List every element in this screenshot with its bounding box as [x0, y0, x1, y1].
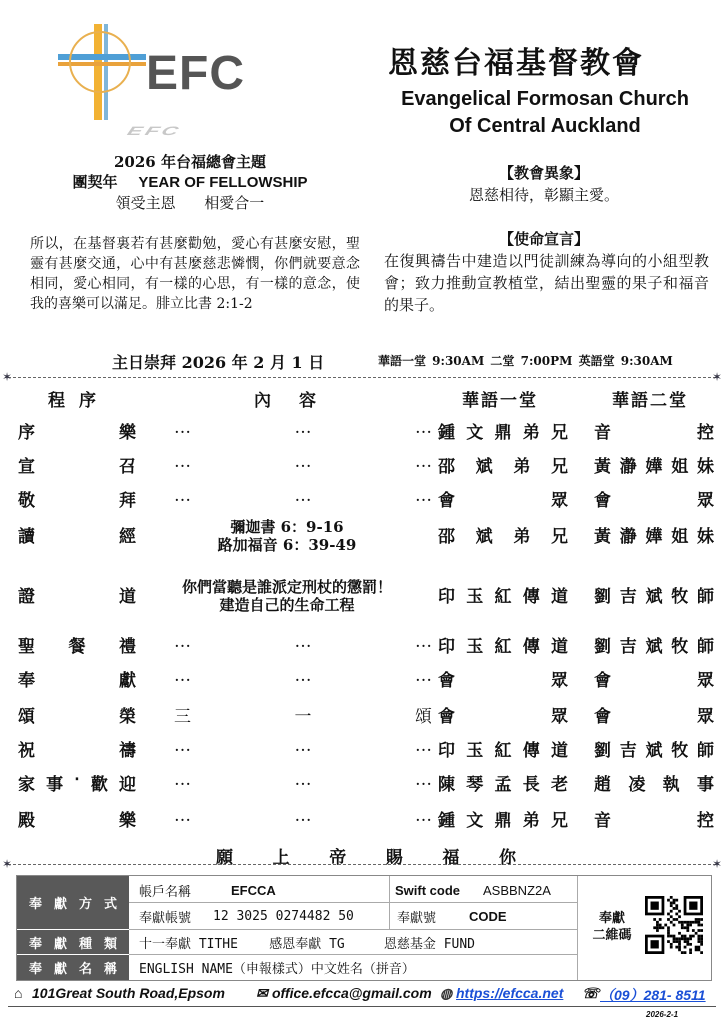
account-name-label: 帳戶名稱: [139, 884, 192, 900]
service1-person: 邵 斌 弟 兄: [438, 457, 568, 477]
service2-person: 會 眾: [594, 671, 714, 691]
order-row: [18, 452, 718, 482]
account-number-label: 奉獻帳號: [139, 910, 192, 926]
theme-line3: [60, 193, 320, 213]
globe-icon: ◍: [440, 985, 453, 1001]
divider: [8, 377, 716, 378]
order-content: 你們當聽是誰派定刑杖的懲罰！ 建造自己的生命工程: [181, 578, 392, 614]
logo-reflection: EFC: [123, 123, 187, 138]
order-filler: 三 一 頌: [174, 707, 432, 727]
document-code: 2026-2-1: [646, 1010, 679, 1019]
theme-verse: 所以，在基督裏若有甚麼勸勉，愛心有甚麼安慰，聖靈有甚麼交通，心中有甚麼慈悲憐憫，你們就要意念相同，愛心相同，有一樣的心思，有一樣的意念，使我的喜樂可以滿足。腓立比書 2:1-2: [30, 236, 360, 312]
service-times: 華語一堂 9:30AM 二堂 7:00PM 英語堂 9:30AM: [378, 354, 673, 368]
order-item: 家 事 ‧ 歡 迎: [18, 770, 136, 795]
order-item: 敬 拜: [18, 491, 136, 511]
service1-person: 會 眾: [438, 671, 568, 691]
qr-caption: [583, 910, 641, 944]
offering-code-label: 奉獻號: [397, 910, 437, 926]
order-item: 奉 獻: [18, 671, 136, 691]
service2-person: 黃 瀞 嬅 姐 妹: [594, 527, 714, 547]
address: 101Great South Road,Epsom: [32, 985, 225, 1001]
phone-link[interactable]: （09）281- 8511: [600, 987, 706, 1003]
theme-line2-en: YEAR OF FELLOWSHIP: [138, 174, 308, 191]
offering-code: CODE: [469, 908, 507, 924]
star-ornament-icon: ✶: [2, 370, 13, 384]
annual-theme: [60, 152, 320, 213]
blessing-char: 你: [498, 848, 516, 868]
order-row: [18, 702, 718, 732]
service1-person: 鍾 文 鼎 弟 兄: [438, 811, 568, 831]
service2-person: 劉 吉 斌 牧 師: [594, 637, 714, 657]
offering-name-label: 奉 獻 名 稱: [17, 955, 129, 980]
service2-person: 黃 瀞 嬅 姐 妹: [594, 457, 714, 477]
theme-line3a: 領受主恩: [115, 194, 176, 212]
order-filler: … … …: [174, 770, 432, 790]
swift-label: Swift code: [395, 882, 461, 898]
service2-person: 劉 吉 斌 牧 師: [594, 587, 714, 607]
order-item: 祝 禱: [18, 741, 136, 761]
vision-heading: 【教會異象】: [498, 164, 589, 182]
star-ornament-icon: ✶: [2, 857, 13, 871]
blessing-char: 上: [272, 848, 290, 868]
order-row: [18, 632, 718, 662]
order-filler: … … …: [174, 486, 432, 506]
service2-person: 會 眾: [594, 707, 714, 727]
theme-line1: 2026 年台福總會主題: [114, 153, 266, 171]
order-filler: … … …: [174, 666, 432, 686]
church-name-zh: 恩慈台福基督教會: [388, 46, 644, 81]
footer-rule: [8, 1006, 716, 1007]
service-date: 主日崇拜 2026 年 2 月 1 日: [112, 353, 325, 372]
order-item: 證 道: [18, 587, 136, 607]
footer: [14, 985, 714, 1005]
offering-type-label: 奉 獻 種 類: [17, 930, 129, 954]
service1-person: 陳 琴 孟 長 老: [438, 775, 568, 795]
order-filler: … … …: [174, 418, 432, 438]
email-icon: ✉: [256, 985, 268, 1001]
service2-person: 趙 凌 執 事: [594, 775, 714, 795]
blessing-char: 福: [442, 848, 460, 868]
cross-icon: [58, 22, 148, 122]
service1-person: 印 玉 紅 傳 道: [438, 637, 568, 657]
efc-logo: [58, 22, 268, 142]
phone-icon: ☏: [582, 985, 600, 1001]
order-item: 聖 餐 禮: [18, 637, 136, 657]
mission-text: 在復興禱告中建造以門徒訓練為導向的小組型教會；致力推動宣教植堂，結出聖靈的果子和福音的果子。: [384, 252, 709, 314]
service2-person: 音 控: [594, 811, 714, 831]
mission-heading: 【使命宣言】: [498, 230, 589, 248]
swift-code: ASBBNZ2A: [483, 882, 551, 898]
logo-text: EFC: [146, 47, 245, 100]
service1-person: 印 玉 紅 傳 道: [438, 587, 568, 607]
offering-types: 十一奉獻 TITHE 感恩奉獻 TG 恩慈基金 FUND: [139, 936, 476, 952]
order-row: [18, 418, 718, 448]
order-item: 頌 榮: [18, 707, 136, 727]
theme-line2: [60, 172, 320, 193]
offering-method-label: 奉 獻 方 式: [17, 876, 129, 929]
blessing-char: 願: [216, 848, 233, 868]
church-name-en-line2: Of Central Auckland: [449, 115, 641, 137]
blessing-char: 帝: [329, 848, 347, 868]
order-content: 彌迦書 6：9-16 路加福音 6：39-49: [217, 518, 357, 554]
website-link[interactable]: https://efcca.net: [456, 985, 564, 1001]
home-icon: ⌂: [14, 985, 23, 1001]
service2-person: 音 控: [594, 423, 714, 443]
service2-person: 劉 吉 斌 牧 師: [594, 741, 714, 761]
order-row: [18, 578, 718, 614]
order-row: [18, 736, 718, 766]
divider: [8, 864, 716, 865]
theme-line3b: 相愛合一: [204, 194, 265, 212]
order-filler: … … …: [174, 806, 432, 826]
account-number: 12 3025 0274482 50: [213, 908, 354, 924]
service1-person: 會 眾: [438, 707, 568, 727]
vision-text: 恩慈相待，彰顯主愛。: [468, 186, 619, 204]
order-filler: … … …: [174, 632, 432, 652]
order-filler: … … …: [174, 452, 432, 472]
service1-person: 鍾 文 鼎 弟 兄: [438, 423, 568, 443]
account-name: EFCCA: [231, 882, 276, 898]
qr-caption-line1: 奉獻: [598, 911, 625, 926]
order-item: 宣 召: [18, 457, 136, 477]
order-row: [18, 770, 718, 800]
service1-person: 印 玉 紅 傳 道: [438, 741, 568, 761]
order-row: [18, 518, 718, 554]
star-ornament-icon: ✶: [712, 370, 723, 384]
order-item: 殿 樂: [18, 811, 136, 831]
theme-line2-zh: 團契年: [72, 173, 118, 191]
column-service2: 華語二堂: [612, 391, 688, 411]
church-name-en-line1: Evangelical Formosan Church: [401, 88, 689, 110]
column-order: 程序: [48, 391, 110, 411]
column-content: 內容: [254, 391, 344, 411]
column-service1: 華語一堂: [462, 391, 538, 411]
qr-caption-line2: 二維碼: [592, 928, 632, 943]
service2-person: 會 眾: [594, 491, 714, 511]
qr-code-icon[interactable]: [645, 896, 703, 954]
blessing-char: 賜: [385, 848, 403, 868]
email-link[interactable]: office.efcca@gmail.com: [272, 985, 432, 1001]
order-item: 讀 經: [18, 527, 136, 547]
order-row: [18, 486, 718, 516]
offering-table: [16, 875, 712, 981]
service1-person: 會 眾: [438, 491, 568, 511]
order-item: 序 樂: [18, 423, 136, 443]
service1-person: 邵 斌 弟 兄: [438, 527, 568, 547]
church-name-en: [380, 86, 710, 140]
order-row: [18, 666, 718, 696]
order-row: [18, 806, 718, 836]
offering-name-format: ENGLISH NAME（申報樣式）中文姓名（拼音）: [139, 962, 415, 977]
order-filler: … … …: [174, 736, 432, 756]
star-ornament-icon: ✶: [712, 857, 723, 871]
